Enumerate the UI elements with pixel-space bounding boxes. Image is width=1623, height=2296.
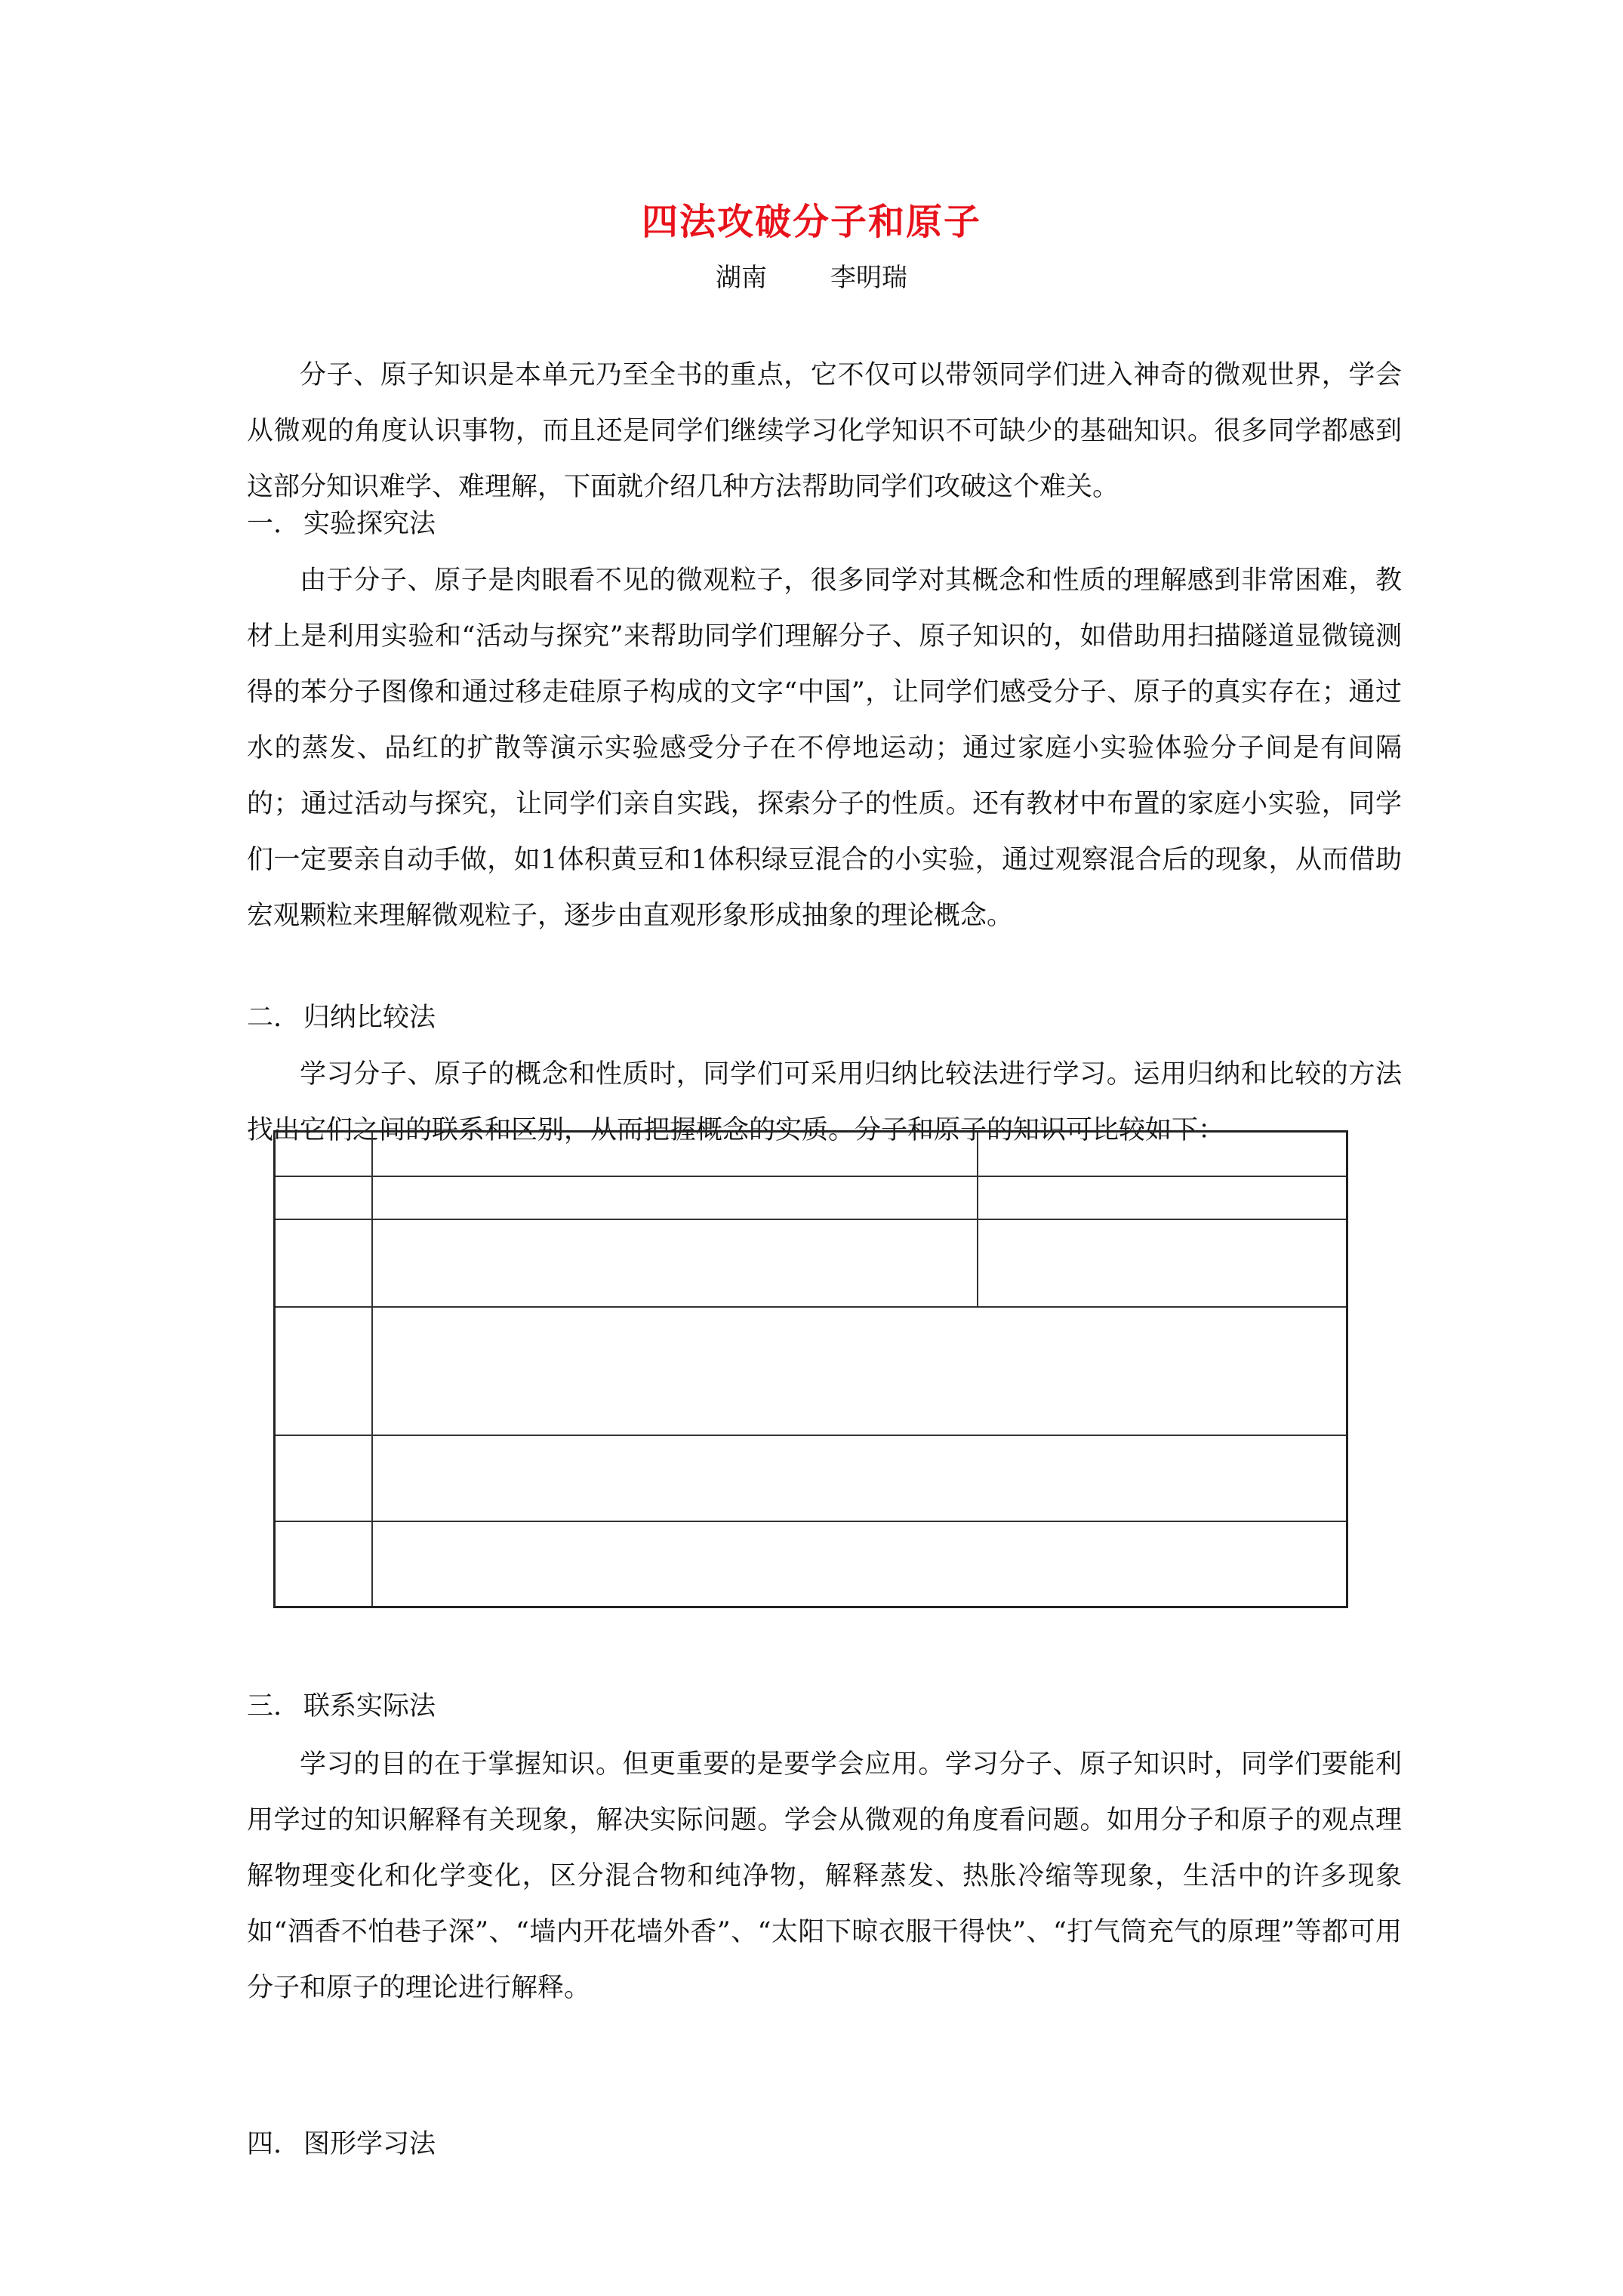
section-number-1: 一.: [247, 509, 282, 539]
intro-paragraph: [247, 347, 1402, 515]
intro-text: 分子、原子知识是本单元乃至全书的重点，它不仅可以带领同学们进入神奇的微观世界，学会从微观的角度认识事物，而且还是同学们继续学习化学知识不可缺少的基础知识。很多同学都感到这部分知识难学、难理解，下面就介绍几种方法帮助同学们攻破这个难关。: [247, 360, 1402, 502]
comparison-table: [273, 1130, 1348, 1608]
section-title-3: 联系实际法: [303, 1691, 436, 1721]
table-row-divider: [276, 1219, 1346, 1220]
author-name: 李明瑞: [830, 263, 907, 293]
section-body-1: [247, 553, 1402, 944]
section-text-1: 由于分子、原子是肉眼看不见的微观粒子，很多同学对其概念和性质的理解感到非常困难，教材上是利用实验和“活动与探究”来帮助同学们理解分子、原子知识的，如借助用扫描隧道显微镜测得的苯分子图像和通过移走硅原子构成的文字“中国”，让同学们感受分子、原子的真实存在；通过水的蒸发、品红的扩散等演示实验感受分子在不停地运动；通过家庭小实验体验分子间是有间隔的；通过活动与探究，让同学们亲自实践，探索分子的性质。还有教材中布置的家庭小实验，同学们一定要亲自动手做，如1体积黄豆和1体积绿豆混合的小实验，通过观察混合后的现象，从而借助宏观颗粒来理解微观粒子，逐步由直观形象形成抽象的理论概念。: [247, 566, 1402, 931]
section-number-2: 二.: [247, 1003, 282, 1033]
section-heading-1: [247, 501, 436, 547]
table-row-divider: [276, 1521, 1346, 1522]
table-row-divider: [276, 1435, 1346, 1436]
section-body-3: [247, 1737, 1402, 2016]
table-row-divider: [276, 1176, 1346, 1177]
table-row-divider: [276, 1306, 1346, 1308]
section-title-1: 实验探究法: [303, 509, 436, 539]
section-title-4: 图形学习法: [303, 2129, 436, 2159]
article-title: 四法攻破分子和原子: [641, 201, 981, 243]
table-column-divider: [371, 1133, 373, 1606]
section-title-2: 归纳比较法: [303, 1003, 436, 1033]
author-byline: [0, 260, 1623, 296]
author-region: 湖南: [716, 263, 767, 293]
section-number-3: 三.: [247, 1691, 282, 1721]
section-heading-2: [247, 995, 436, 1040]
section-heading-4: [247, 2122, 436, 2167]
section-text-2: 学习分子、原子的概念和性质时，同学们可采用归纳比较法进行学习。运用归纳和比较的方法找出它们之间的联系和区别，从而把握概念的实质。分子和原子的知识可比较如下：: [247, 1059, 1402, 1145]
section-text-3: 学习的目的在于掌握知识。但更重要的是要学会应用。学习分子、原子知识时，同学们要能利用学过的知识解释有关现象，解决实际问题。学会从微观的角度看问题。如用分子和原子的观点理解物理变化和化学变化，区分混合物和纯净物，解释蒸发、热胀冷缩等现象，生活中的许多现象如“酒香不怕巷子深”、“墙内开花墙外香”、“太阳下晾衣服干得快”、“打气筒充气的原理”等都可用分子和原子的理论进行解释。: [247, 1749, 1402, 2003]
section-heading-3: [247, 1684, 436, 1729]
section-number-4: 四.: [247, 2129, 282, 2159]
